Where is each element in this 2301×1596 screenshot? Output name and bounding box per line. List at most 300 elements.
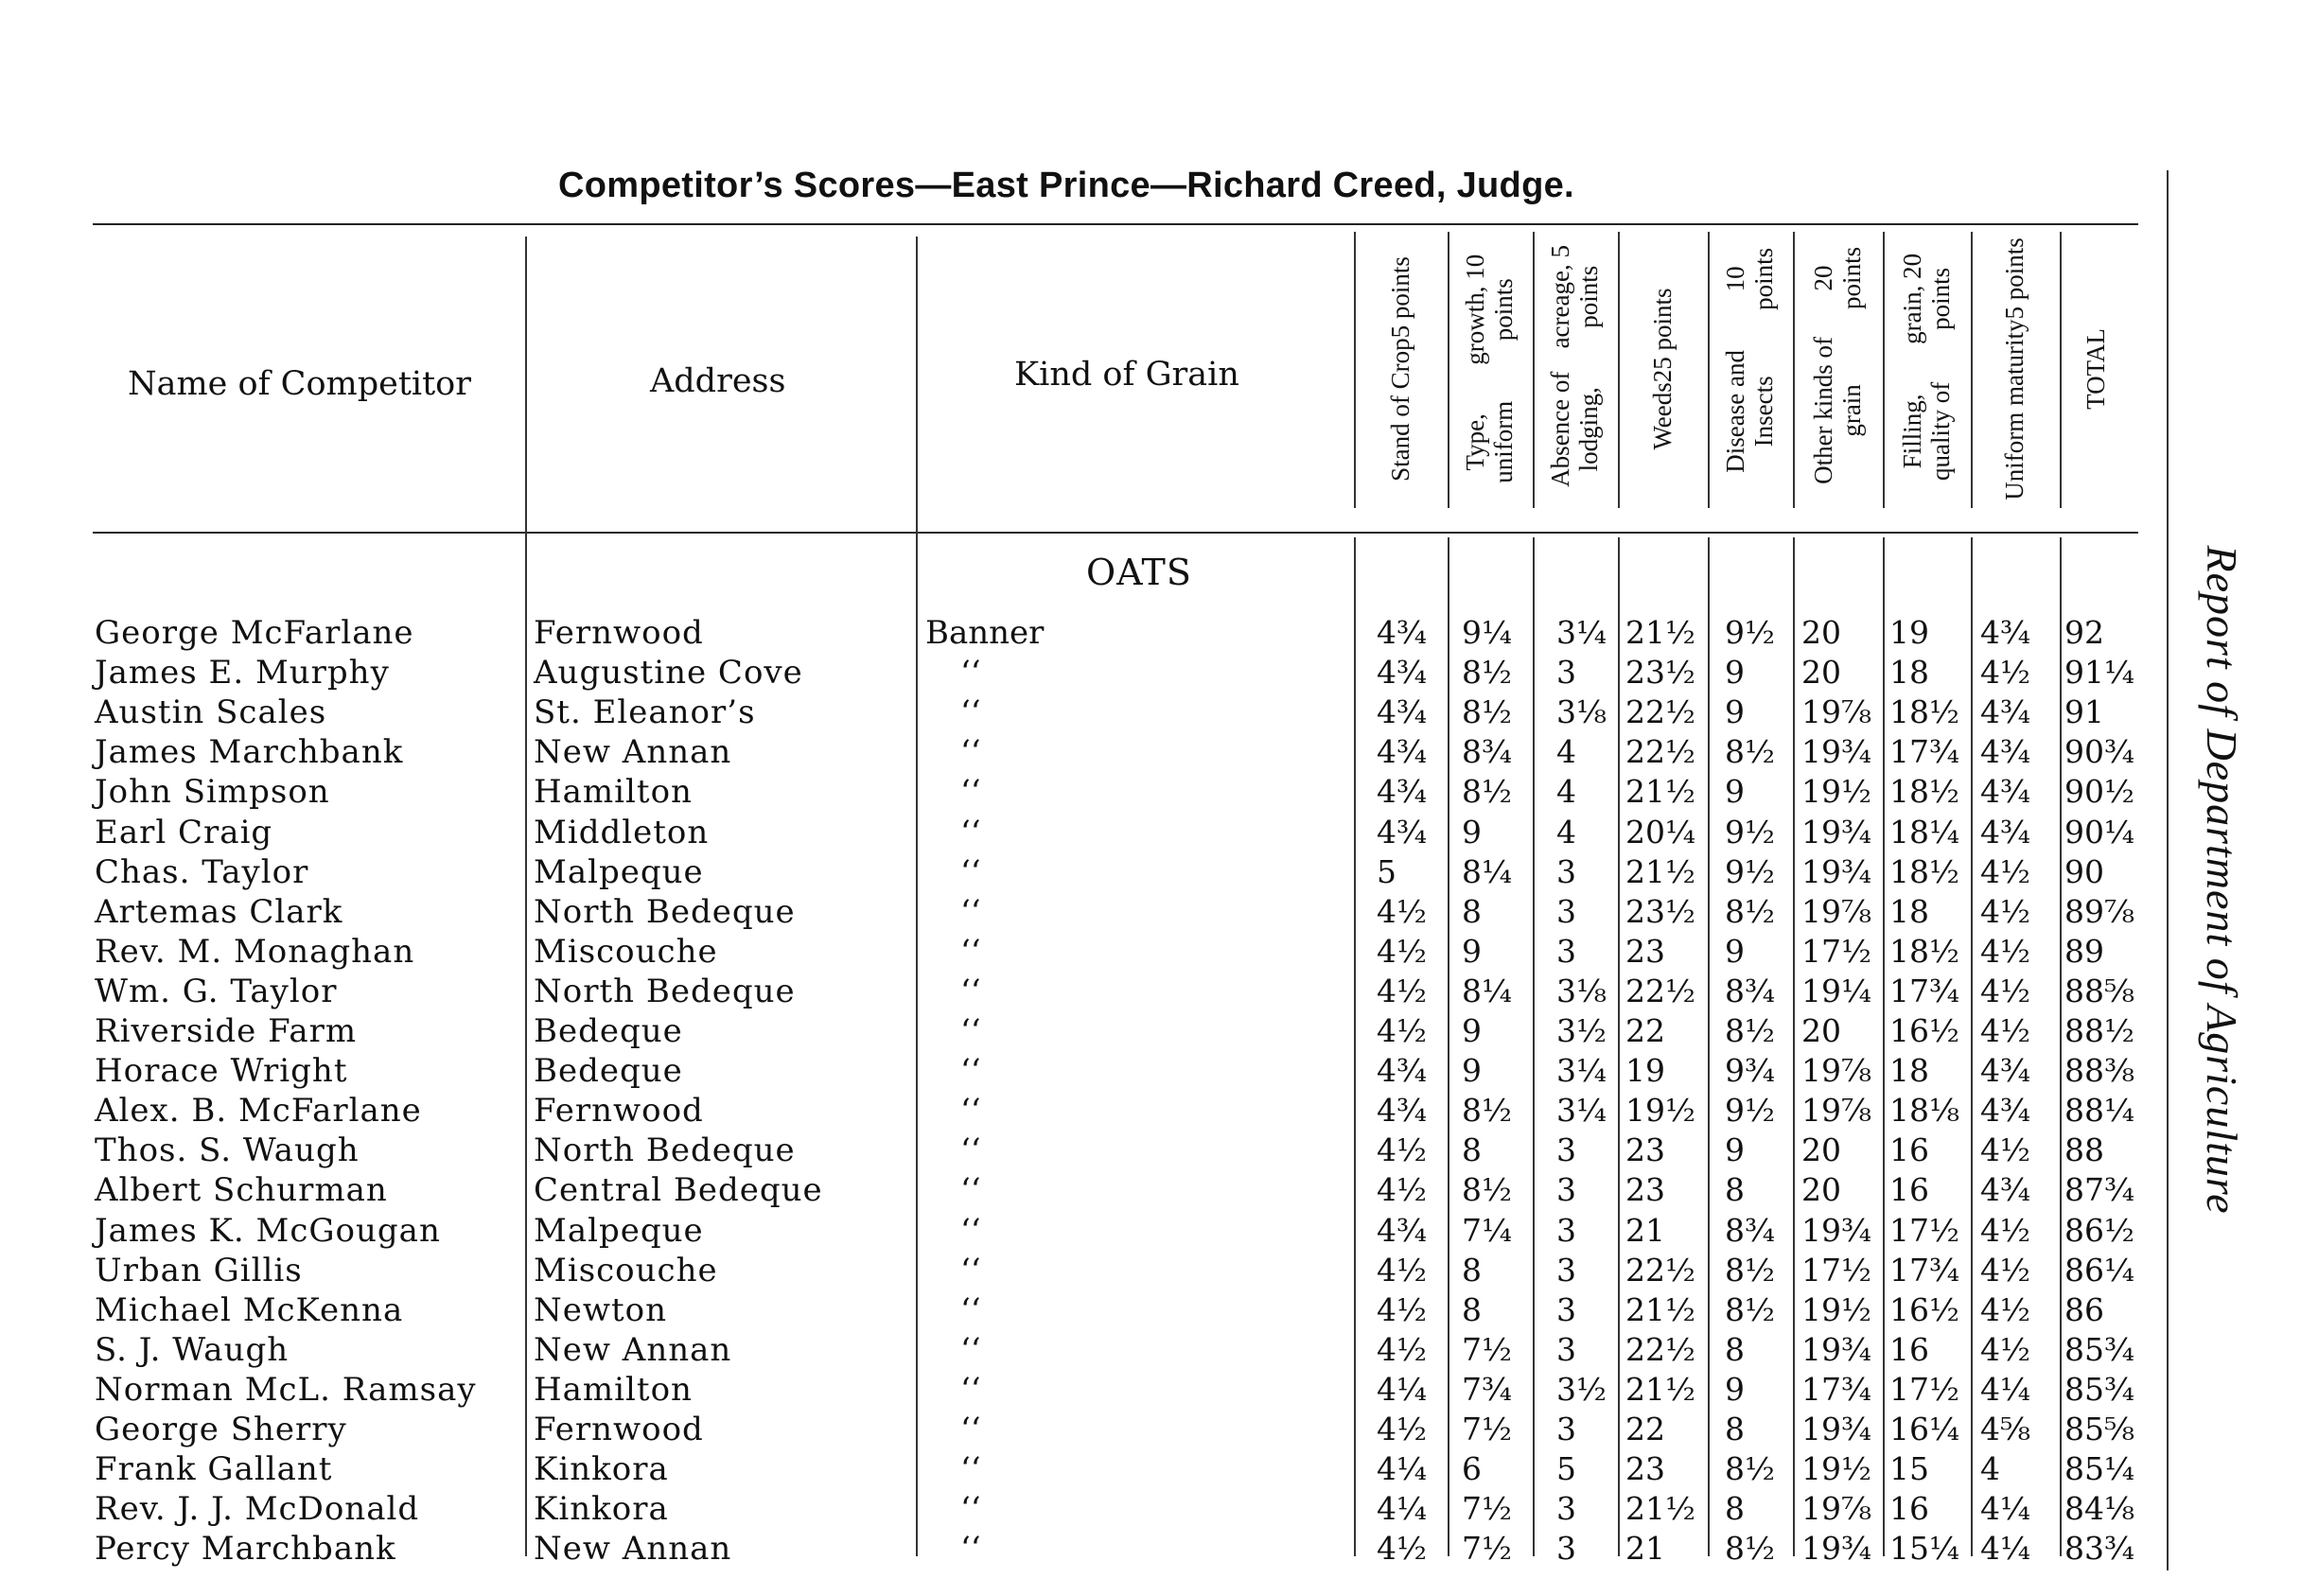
score-header [1971, 237, 2060, 501]
score-cell: 3¼ [1556, 1092, 1607, 1130]
score-cell: 4½ [1377, 1012, 1427, 1049]
score-cell: 4½ [1980, 1251, 2030, 1289]
score-header-line: Other kinds of grain [1808, 336, 1866, 484]
score-header-line: 5 points [2000, 237, 2029, 320]
score-cell: 4½ [1980, 892, 2030, 930]
grain-kind: ‘‘ [960, 773, 981, 812]
score-cell: 4½ [1980, 654, 2030, 692]
score-cell: 4½ [1980, 972, 2030, 1009]
score-cell: 4¾ [1377, 733, 1427, 771]
competitor-name: James K. McGougan [95, 1211, 441, 1250]
grain-kind: ‘‘ [960, 693, 981, 732]
table-row [0, 1449, 2176, 1489]
score-cell: 4¾ [1377, 614, 1427, 651]
score-cell: 4⅝ [1980, 1411, 2030, 1447]
competitor-address: New Annan [534, 733, 732, 772]
score-cell: 8¾ [1725, 972, 1775, 1009]
table-row [0, 892, 2176, 932]
competitor-name: Wm. G. Taylor [95, 972, 338, 1010]
table-row [0, 732, 2176, 772]
grain-kind: ‘‘ [960, 1251, 981, 1289]
table-row [0, 813, 2176, 852]
score-cell: 19⅞ [1801, 693, 1871, 731]
grain-kind: ‘‘ [960, 1131, 981, 1170]
total-score: 86½ [2064, 1211, 2134, 1249]
score-header-line: Absence of lodging, [1546, 371, 1603, 487]
score-cell: 22½ [1625, 1330, 1695, 1368]
score-cell: 8½ [1725, 1450, 1775, 1488]
total-score: 90½ [2064, 773, 2134, 811]
score-cell: 23 [1625, 1171, 1665, 1209]
score-cell: 4¼ [1980, 1530, 2030, 1568]
score-cell: 4½ [1377, 1530, 1427, 1568]
score-cell: 16 [1889, 1131, 1929, 1169]
table-row [0, 1410, 2176, 1449]
competitor-name: Rev. M. Monaghan [95, 932, 415, 971]
score-header-line: grain, 20 points [1897, 253, 1955, 344]
score-cell: 8 [1462, 1251, 1482, 1289]
score-cell: 4½ [1377, 972, 1427, 1009]
competitor-address: North Bedeque [534, 972, 796, 1010]
grain-kind: ‘‘ [960, 852, 981, 891]
score-cell: 9½ [1725, 813, 1775, 851]
score-header [1708, 237, 1793, 501]
grain-kind: ‘‘ [960, 1330, 981, 1369]
score-cell: 16½ [1889, 1290, 1959, 1328]
score-cell: 16 [1889, 1330, 1929, 1368]
score-cell: 4¼ [1377, 1490, 1427, 1528]
score-cell: 8 [1725, 1490, 1745, 1528]
score-cell: 3 [1556, 1290, 1576, 1328]
score-cell: 3 [1556, 1251, 1576, 1289]
score-cell: 3 [1556, 1211, 1576, 1249]
score-cell: 8¼ [1462, 852, 1512, 890]
competitor-address: Kinkora [534, 1490, 669, 1529]
score-cell: 17½ [1889, 1211, 1959, 1249]
score-cell: 4¼ [1980, 1490, 2030, 1528]
grain-kind: ‘‘ [960, 1012, 981, 1050]
competitor-address: Kinkora [534, 1450, 669, 1489]
grain-kind: ‘‘ [960, 1290, 981, 1329]
score-cell: 19½ [1801, 1290, 1871, 1328]
grain-kind: ‘‘ [960, 1052, 981, 1091]
competitor-name: Percy Marchbank [95, 1530, 396, 1569]
total-score: 90 [2064, 852, 2104, 890]
table-row [0, 1290, 2176, 1330]
score-cell: 18⅛ [1889, 1092, 1959, 1130]
score-cell: 18¼ [1889, 813, 1959, 851]
grain-kind: ‘‘ [960, 1211, 981, 1250]
top-rule [93, 223, 2138, 225]
total-score: 91 [2064, 693, 2104, 731]
score-cell: 4¾ [1377, 1211, 1427, 1249]
score-cell: 3 [1556, 1530, 1576, 1568]
score-cell: 20 [1801, 1012, 1841, 1049]
score-cell: 9 [1725, 654, 1745, 692]
competitor-address: Miscouche [534, 932, 718, 971]
score-cell: 3¼ [1556, 1052, 1607, 1090]
score-cell: 3⅛ [1556, 693, 1607, 731]
competitor-name: Thos. S. Waugh [95, 1131, 360, 1170]
score-header [1883, 237, 1971, 501]
score-cell: 7½ [1462, 1490, 1512, 1528]
score-cell: 4¾ [1980, 1092, 2030, 1130]
competitor-address: Miscouche [534, 1251, 718, 1289]
header-rule [93, 532, 2138, 534]
score-cell: 19⅞ [1801, 892, 1871, 930]
score-cell: 4½ [1377, 892, 1427, 930]
score-cell: 15 [1889, 1450, 1929, 1488]
score-cell: 17½ [1801, 932, 1871, 970]
table-row [0, 693, 2176, 732]
competitor-name: S. J. Waugh [95, 1330, 290, 1369]
score-cell: 18 [1889, 892, 1929, 930]
score-cell: 4¼ [1980, 1370, 2030, 1408]
score-header [1354, 237, 1448, 501]
score-cell: 8½ [1725, 733, 1775, 771]
table-row [0, 1370, 2176, 1410]
score-cell: 8¾ [1462, 733, 1512, 771]
competitor-address: New Annan [534, 1530, 732, 1569]
table-row [0, 1170, 2176, 1210]
score-cell: 9½ [1725, 1092, 1775, 1130]
total-score: 89⅞ [2064, 892, 2134, 930]
competitor-name: John Simpson [95, 773, 330, 812]
score-cell: 7¼ [1462, 1211, 1512, 1249]
score-header [1448, 237, 1533, 501]
competitor-address: Bedeque [534, 1012, 683, 1050]
table-row [0, 1091, 2176, 1131]
grain-kind: ‘‘ [960, 972, 981, 1010]
score-cell: 8½ [1725, 1012, 1775, 1049]
score-cell: 22½ [1625, 972, 1695, 1009]
score-cell: 23 [1625, 1450, 1665, 1488]
score-cell: 19½ [1801, 773, 1871, 811]
score-cell: 17¾ [1889, 1251, 1959, 1289]
score-cell: 9 [1462, 1052, 1482, 1090]
score-cell: 4½ [1980, 1290, 2030, 1328]
score-cell: 3¼ [1556, 614, 1607, 651]
score-cell: 8½ [1725, 1530, 1775, 1568]
grain-kind: ‘‘ [960, 1450, 981, 1489]
competitor-name: Riverside Farm [95, 1012, 358, 1050]
score-cell: 17¾ [1889, 733, 1959, 771]
score-header-line: Stand of Crop [1385, 338, 1414, 482]
score-cell: 9 [1725, 773, 1745, 811]
score-cell: 4½ [1980, 852, 2030, 890]
section-oats: OATS [1086, 552, 1192, 593]
score-cell: 3½ [1556, 1012, 1607, 1049]
score-cell: 4¾ [1980, 1171, 2030, 1209]
table-row [0, 1489, 2176, 1529]
score-cell: 8½ [1725, 892, 1775, 930]
table-row [0, 1529, 2176, 1569]
score-cell: 4½ [1377, 932, 1427, 970]
score-cell: 3 [1556, 654, 1576, 692]
score-cell: 8½ [1725, 1251, 1775, 1289]
score-cell: 3 [1556, 1490, 1576, 1528]
score-cell: 23 [1625, 1131, 1665, 1169]
table-row [0, 852, 2176, 892]
score-cell: 3½ [1556, 1370, 1607, 1408]
score-cell: 4½ [1980, 1211, 2030, 1249]
score-cell: 4½ [1980, 1012, 2030, 1049]
competitor-address: St. Eleanor’s [534, 693, 756, 732]
score-cell: 8 [1725, 1411, 1745, 1447]
score-cell: 3 [1556, 892, 1576, 930]
score-cell: 21½ [1625, 1290, 1695, 1328]
score-cell: 4¾ [1377, 773, 1427, 811]
score-cell: 9 [1462, 813, 1482, 851]
score-cell: 8¼ [1462, 972, 1512, 1009]
score-cell: 3 [1556, 1171, 1576, 1209]
total-score: 86 [2064, 1290, 2104, 1328]
competitor-name: Rev. J. J. McDonald [95, 1490, 420, 1529]
score-cell: 9½ [1725, 852, 1775, 890]
score-cell: 4¾ [1377, 1052, 1427, 1090]
score-cell: 16½ [1889, 1012, 1959, 1049]
score-cell: 18½ [1889, 852, 1959, 890]
total-score: 83¾ [2064, 1530, 2134, 1568]
grain-kind: ‘‘ [960, 1171, 981, 1210]
score-header [1618, 237, 1708, 501]
score-cell: 4¾ [1377, 693, 1427, 731]
competitor-name: Albert Schurman [95, 1171, 388, 1210]
competitor-name: Michael McKenna [95, 1290, 404, 1329]
score-cell: 4 [1556, 733, 1576, 771]
table-row [0, 613, 2176, 653]
score-cell: 17¾ [1801, 1370, 1871, 1408]
score-cell: 22½ [1625, 1251, 1695, 1289]
competitor-address: Central Bedeque [534, 1171, 823, 1210]
score-cell: 7¾ [1462, 1370, 1512, 1408]
score-cell: 4 [1556, 813, 1576, 851]
competitor-name: Frank Gallant [95, 1450, 333, 1489]
score-cell: 21½ [1625, 614, 1695, 651]
score-cell: 9 [1725, 1131, 1745, 1169]
score-cell: 9¾ [1725, 1052, 1775, 1090]
score-cell: 19 [1889, 614, 1929, 651]
score-cell: 9 [1462, 932, 1482, 970]
competitor-name: James Marchbank [95, 733, 404, 772]
competitor-address: North Bedeque [534, 892, 796, 931]
competitor-name: Horace Wright [95, 1052, 348, 1091]
total-score: 84⅛ [2064, 1490, 2134, 1528]
score-header-line: acreage, 5 points [1546, 245, 1603, 349]
score-cell: 4¾ [1377, 1092, 1427, 1130]
competitor-name: George Sherry [95, 1411, 347, 1448]
score-cell: 4 [1556, 773, 1576, 811]
score-cell: 19⅞ [1801, 1092, 1871, 1130]
score-header-line: Disease and Insects [1721, 350, 1778, 473]
score-cell: 19¾ [1801, 733, 1871, 771]
score-cell: 3 [1556, 1131, 1576, 1169]
score-cell: 7½ [1462, 1330, 1512, 1368]
total-score: 88⅝ [2064, 972, 2134, 1009]
score-cell: 5 [1556, 1450, 1576, 1488]
score-cell: 8½ [1462, 773, 1512, 811]
total-score: 91¼ [2064, 654, 2134, 692]
competitor-address: Middleton [534, 813, 710, 851]
score-cell: 21½ [1625, 852, 1695, 890]
header-grain: Kind of Grain [1014, 356, 1239, 394]
score-cell: 9 [1725, 1370, 1745, 1408]
score-cell: 16 [1889, 1171, 1929, 1209]
score-header-line: 20 points [1808, 246, 1866, 309]
score-cell: 23½ [1625, 892, 1695, 930]
score-cell: 8 [1725, 1171, 1745, 1209]
score-cell: 8½ [1462, 1171, 1512, 1209]
total-score: 88¼ [2064, 1092, 2134, 1130]
total-score: 90¼ [2064, 813, 2134, 851]
competitor-address: Hamilton [534, 773, 693, 812]
competitor-name: Chas. Taylor [95, 852, 309, 891]
score-cell: 8½ [1462, 693, 1512, 731]
score-header [1533, 237, 1618, 501]
competitor-name: George McFarlane [95, 614, 414, 652]
grain-kind: ‘‘ [960, 1411, 981, 1448]
score-cell: 16 [1889, 1490, 1929, 1528]
score-cell: 19 [1625, 1052, 1665, 1090]
score-cell: 20¼ [1625, 813, 1695, 851]
total-score: 92 [2064, 614, 2104, 651]
table-row [0, 1011, 2176, 1051]
score-cell: 8 [1462, 892, 1482, 930]
score-cell: 3 [1556, 1330, 1576, 1368]
score-cell: 4½ [1377, 1290, 1427, 1328]
grain-kind: ‘‘ [960, 813, 981, 851]
score-cell: 15¼ [1889, 1530, 1959, 1568]
table-row [0, 1211, 2176, 1251]
score-cell: 3 [1556, 932, 1576, 970]
score-cell: 20 [1801, 614, 1841, 651]
grain-kind: ‘‘ [960, 1370, 981, 1409]
competitor-name: Austin Scales [95, 693, 327, 732]
score-header-line: Type, uniform [1461, 400, 1518, 483]
score-header-line: 5 points [1385, 256, 1414, 339]
competitor-address: Hamilton [534, 1370, 693, 1409]
total-score: 89 [2064, 932, 2104, 970]
total-score: 87¾ [2064, 1171, 2134, 1209]
header-address: Address [650, 362, 786, 400]
score-cell: 3⅛ [1556, 972, 1607, 1009]
grain-kind: ‘‘ [960, 654, 981, 693]
grain-kind: ‘‘ [960, 1490, 981, 1529]
score-cell: 19¾ [1801, 1411, 1871, 1447]
score-cell: 9 [1725, 693, 1745, 731]
score-cell: 18½ [1889, 932, 1959, 970]
table-row [0, 1131, 2176, 1170]
score-cell: 4½ [1980, 932, 2030, 970]
total-score: 90¾ [2064, 733, 2134, 771]
competitor-address: Bedeque [534, 1052, 683, 1091]
score-header-line: Uniform maturity [2000, 319, 2029, 500]
score-cell: 4¾ [1980, 773, 2030, 811]
table-row [0, 972, 2176, 1011]
score-header [2060, 237, 2134, 501]
score-cell: 20 [1801, 1171, 1841, 1209]
score-cell: 9 [1725, 932, 1745, 970]
score-cell: 9 [1462, 1012, 1482, 1049]
header-name: Name of Competitor [128, 365, 471, 403]
score-cell: 23½ [1625, 654, 1695, 692]
competitor-address: Fernwood [534, 1411, 704, 1448]
score-cell: 21 [1625, 1211, 1665, 1249]
score-cell: 4½ [1980, 1330, 2030, 1368]
competitor-name: James E. Murphy [95, 654, 390, 693]
grain-kind: ‘‘ [960, 733, 981, 772]
competitor-address: Augustine Cove [534, 654, 803, 693]
score-cell: 17¾ [1889, 972, 1959, 1009]
score-cell: 22 [1625, 1411, 1665, 1447]
competitor-name: Artemas Clark [95, 892, 343, 931]
score-cell: 4¾ [1377, 654, 1427, 692]
score-cell: 4 [1980, 1450, 2000, 1488]
total-score: 88⅜ [2064, 1052, 2134, 1090]
score-cell: 19¼ [1801, 972, 1871, 1009]
grain-kind: ‘‘ [960, 1092, 981, 1131]
score-cell: 4½ [1377, 1171, 1427, 1209]
score-cell: 8½ [1462, 654, 1512, 692]
total-score: 88 [2064, 1131, 2104, 1169]
score-header-line: 25 points [1647, 288, 1677, 383]
score-cell: 18½ [1889, 693, 1959, 731]
competitor-address: Newton [534, 1290, 668, 1329]
score-cell: 7½ [1462, 1411, 1512, 1447]
grain-kind: ‘‘ [960, 892, 981, 931]
total-score: 85⅝ [2064, 1411, 2134, 1447]
score-cell: 19¾ [1801, 1211, 1871, 1249]
competitor-address: Fernwood [534, 614, 704, 652]
score-cell: 4¾ [1980, 1052, 2030, 1090]
score-cell: 19¾ [1801, 813, 1871, 851]
score-header [1793, 237, 1883, 501]
grain-kind: ‘‘ [960, 1530, 981, 1569]
grain-kind: ‘‘ [960, 932, 981, 971]
score-header-line: growth, 10 points [1461, 254, 1518, 365]
score-cell: 18½ [1889, 773, 1959, 811]
competitor-address: North Bedeque [534, 1131, 796, 1170]
score-cell: 8 [1462, 1290, 1482, 1328]
competitor-name: Earl Craig [95, 813, 273, 851]
competitor-address: Fernwood [534, 1092, 704, 1131]
total-score: 88½ [2064, 1012, 2134, 1049]
score-cell: 9½ [1725, 614, 1775, 651]
score-cell: 21½ [1625, 1370, 1695, 1408]
score-cell: 4¾ [1980, 813, 2030, 851]
score-header-line: 10 points [1721, 247, 1778, 310]
score-cell: 18 [1889, 654, 1929, 692]
score-cell: 22 [1625, 1012, 1665, 1049]
score-cell: 19¾ [1801, 1530, 1871, 1568]
competitor-name: Alex. B. McFarlane [95, 1092, 422, 1131]
score-cell: 4¾ [1980, 614, 2030, 651]
score-cell: 4½ [1377, 1330, 1427, 1368]
score-cell: 19⅞ [1801, 1052, 1871, 1090]
score-cell: 20 [1801, 654, 1841, 692]
score-cell: 8½ [1725, 1290, 1775, 1328]
score-cell: 8 [1462, 1131, 1482, 1169]
score-cell: 4¾ [1980, 733, 2030, 771]
score-cell: 19½ [1625, 1092, 1695, 1130]
grain-kind: Banner [925, 614, 1045, 652]
score-cell: 21 [1625, 1530, 1665, 1568]
page-title: Competitor’s Scores—East Prince—Richard Creed, Judge. [558, 166, 1574, 205]
score-cell: 4½ [1980, 1131, 2030, 1169]
score-cell: 8½ [1462, 1092, 1512, 1130]
competitor-address: Malpeque [534, 852, 704, 891]
score-cell: 9¼ [1462, 614, 1512, 651]
